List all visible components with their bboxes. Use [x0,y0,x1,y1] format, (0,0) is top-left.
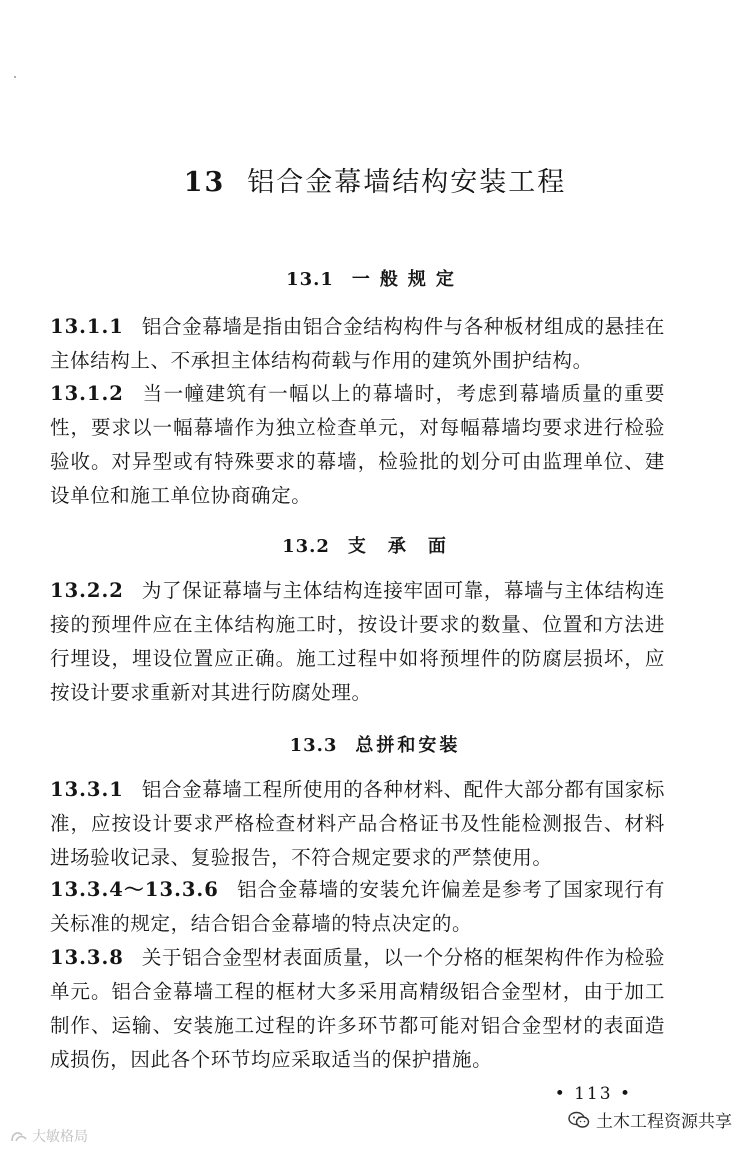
section-title: 支承面 [347,536,468,557]
clause-text: 当一幢建筑有一幅以上的幕墙时，考虑到幕墙质量的重要性，要求以一幅幕墙作为独立检查单元，对每幅幕墙均要求进行检验验收。对异型或有特殊要求的幕墙，检验批的划分可由监理单位、建设单位和施工单位协商确定。 [50,382,665,507]
section-number: 13.3 [289,735,338,756]
section-heading-13-1 [0,265,750,291]
clause-number: 13.1.1 [50,315,124,338]
wechat-account-tag [568,1107,732,1132]
section-title: 一般规定 [351,269,464,290]
wechat-icon [568,1111,590,1129]
chapter-title-text: 铝合金幕墙结构安装工程 [247,167,567,198]
watermark-text: 大敏格局 [32,1129,88,1145]
clause-13-1-2 [50,377,665,513]
clause-number: 13.3.4～13.3.6 [50,878,219,901]
section-number: 13.1 [286,269,334,290]
clause-number: 13.1.2 [50,382,124,405]
clause-13-1-1 [50,310,665,378]
wechat-account-name: 土木工程资源共享 [596,1112,732,1132]
clause-13-3-8 [50,941,665,1077]
clause-13-3-4-to-13-3-6 [50,873,665,941]
clause-number: 13.3.8 [50,946,124,969]
clause-text: 为了保证幕墙与主体结构连接牢固可靠，幕墙与主体结构连接的预埋件应在主体结构施工时，按设计要求的数量、位置和方法进行埋设，埋设位置应正确。施工过程中如将预埋件的防腐层损坏，应按设计要求重新对其进行防腐处理。 [50,579,665,704]
page-number: • 113 • [554,1084,632,1104]
clause-text: 关于铝合金型材表面质量，以一个分格的框架构件作为检验单元。铝合金幕墙工程的框材大多采用高精级铝合金型材，由于加工制作、运输、安装施工过程的许多环节都可能对铝合金型材的表面造成损伤，因此各个环节均应采取适当的保护措施。 [50,946,665,1071]
clause-text: 铝合金幕墙的安装允许偏差是参考了国家现行有关标准的规定，结合铝合金幕墙的特点决定的。 [50,878,666,935]
chapter-number: 13 [183,167,226,198]
watermark [10,1126,88,1146]
section-number: 13.2 [282,536,330,557]
margin-mark [14,76,16,78]
clause-13-2-2 [50,574,665,710]
clause-text: 铝合金幕墙工程所使用的各种材料、配件大部分都有国家标准，应按设计要求严格检查材料产品合格证书及性能检测报告、材料进场验收记录、复验报告，不符合规定要求的严禁使用。 [50,778,665,869]
clause-text: 铝合金幕墙是指由铝合金结构构件与各种板材组成的悬挂在主体结构上、不承担主体结构荷载与作用的建筑外围护结构。 [50,315,665,372]
clause-number: 13.2.2 [50,579,124,602]
watermark-logo-icon [10,1129,28,1143]
chapter-title [0,160,750,199]
section-title: 总拼和安装 [355,735,461,756]
section-heading-13-3 [0,731,750,757]
clause-13-3-1 [50,773,665,875]
clause-number: 13.3.1 [50,778,124,801]
section-heading-13-2 [0,532,750,558]
